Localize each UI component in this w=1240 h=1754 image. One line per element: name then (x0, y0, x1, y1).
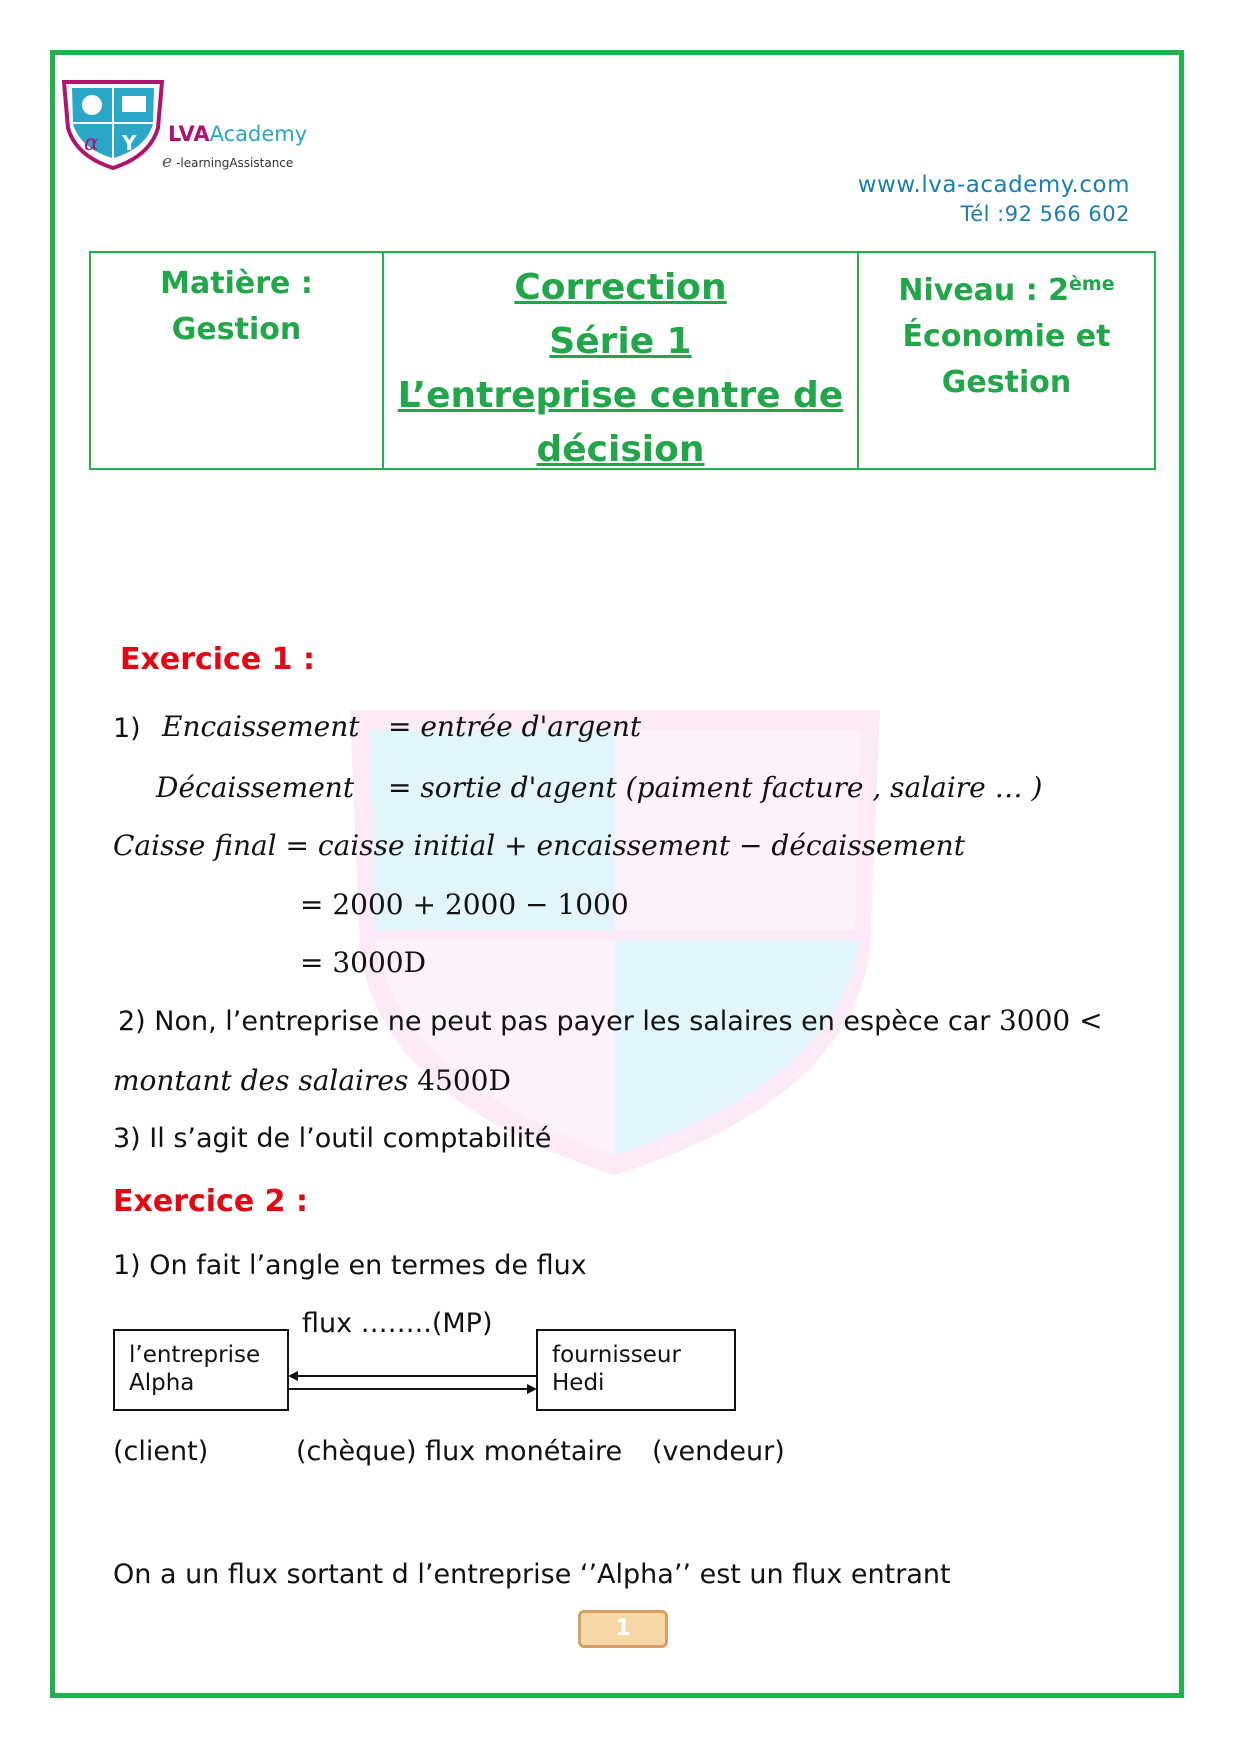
q2-line2-italic: montant des salaires (113, 1064, 418, 1097)
level-label: Niveau : 2 (898, 273, 1070, 308)
ex2-conclusion: On a un flux sortant d l’entreprise ‘’Alpha’’ est un flux entrant (113, 1559, 951, 1590)
box-right-line-1: fournisseur (552, 1342, 681, 1368)
box-right-line-2: Hedi (552, 1370, 605, 1396)
label-flux-monetaire: (chèque) flux monétaire (296, 1436, 623, 1467)
decaissement-term: Décaissement (156, 771, 355, 804)
title-line-1: Correction (514, 267, 727, 308)
q2-line2-value: 4500D (417, 1064, 511, 1097)
box-left-line-2: Alpha (129, 1370, 195, 1396)
title-cell (384, 253, 859, 468)
q2-line-2 (113, 1064, 511, 1097)
flux-arrows (288, 1368, 538, 1398)
subject-label: Matière : (160, 266, 313, 301)
logo-name: LVAAcademy (168, 122, 308, 146)
level-cell (859, 253, 1154, 468)
decaissement-def: = sortie d'agent (paiment facture , salaire … ) (388, 771, 1043, 804)
q1-number: 1) (113, 713, 141, 744)
page-number: 1 (578, 1610, 668, 1648)
box-fournisseur-hedi (536, 1329, 736, 1411)
subject-value: Gestion (171, 312, 302, 347)
website-link[interactable]: www.lva-academy.com (857, 172, 1130, 198)
box-entreprise-alpha (113, 1329, 289, 1411)
q2-text: 2) Non, l’entreprise ne peut pas payer les salaires en espèce car (118, 1006, 999, 1037)
ex2-q1: 1) On fait l’angle en termes de flux (113, 1250, 587, 1281)
label-vendeur: (vendeur) (652, 1436, 785, 1467)
header-table (89, 251, 1156, 470)
encaissement-def: = entrée d'argent (388, 710, 642, 743)
level-sup: ème (1069, 273, 1115, 295)
phone-number: Tél :92 566 602 (960, 202, 1130, 226)
box-left-line-1: l’entreprise (129, 1342, 261, 1368)
encaissement-term: Encaissement (162, 710, 360, 743)
calculation-2: = 3000D (300, 946, 427, 979)
svg-text:α: α (84, 131, 99, 156)
subject-cell (91, 253, 384, 468)
arrowhead-right-icon (527, 1384, 537, 1394)
contact-block (858, 172, 1130, 226)
q2-answer (118, 1004, 1103, 1037)
logo-tagline: e -learningAssistance (162, 152, 294, 172)
label-client: (client) (113, 1436, 209, 1467)
exercise-2-title: Exercice 2 : (113, 1184, 308, 1219)
q3-answer: 3) Il s’agit de l’outil comptabilité (113, 1123, 552, 1154)
lva-logo-icon (60, 78, 166, 170)
q2-math: 3000 < (998, 1004, 1103, 1037)
exercise-1-title: Exercice 1 : (120, 642, 315, 677)
arrowhead-left-icon (288, 1371, 298, 1381)
flux-top-label: flux ……..(MP) (302, 1308, 493, 1339)
svg-text:Y: Y (122, 131, 137, 155)
calculation-1: = 2000 + 2000 − 1000 (300, 888, 629, 921)
caisse-equation: Caisse final = caisse initial + encaissement − décaissement (113, 829, 965, 862)
level-line-2: Économie et (902, 319, 1111, 354)
title-line-3: L’entreprise centre de (397, 375, 844, 416)
level-line-3: Gestion (941, 365, 1072, 400)
title-line-2: Série 1 (549, 321, 692, 362)
title-line-4: décision (536, 429, 705, 470)
